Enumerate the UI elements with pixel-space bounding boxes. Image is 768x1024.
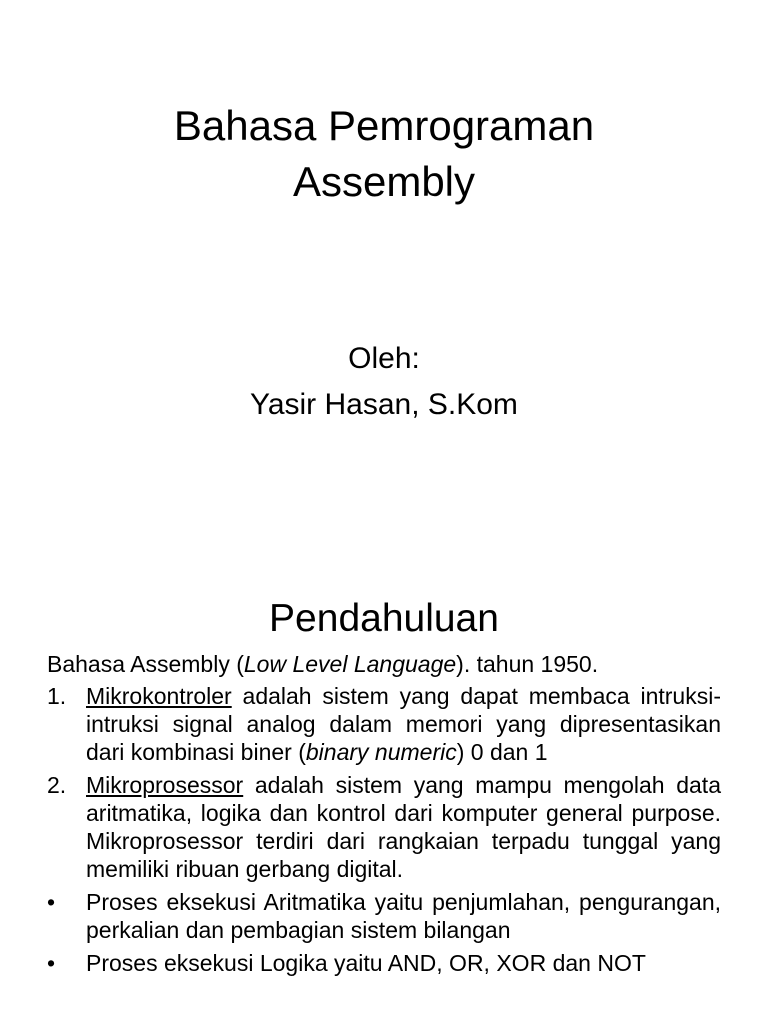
list-number: 1.: [47, 683, 67, 709]
title-line-1: Bahasa Pemrograman: [173, 102, 595, 149]
byline-label: Oleh:: [348, 342, 420, 375]
term-mikrokontroler: Mikrokontroler: [86, 683, 232, 709]
bullet-text: Proses eksekusi Logika yaitu AND, OR, XOR dan NOT: [86, 950, 646, 976]
section-title: Pendahuluan: [269, 597, 499, 640]
presentation-title: [0, 98, 768, 210]
item-text: adalah sistem yang dapat membaca intruksi-intruksi signal analog dalam memori yang dipresentasikan dari kombinasi biner (: [86, 683, 721, 765]
bullet-icon: •: [47, 950, 56, 976]
title-slide: [0, 0, 768, 490]
intro-slide: [0, 490, 768, 1024]
item-italic-term: binary numeric: [305, 739, 457, 765]
title-line-2: Assembly: [292, 158, 476, 205]
numbered-item-mikroprosessor: [47, 771, 721, 883]
bullet-icon: •: [47, 889, 56, 915]
intro-italic-term: Low Level Language: [243, 651, 457, 677]
intro-suffix: ). tahun 1950.: [456, 651, 599, 677]
bullet-text: Proses eksekusi Aritmatika yaitu penjumlahan, pengurangan, perkalian dan pembagian sistem bilangan: [86, 889, 721, 943]
author-block: [0, 336, 768, 428]
bullet-item-aritmatika: [47, 888, 721, 944]
intro-prefix: Bahasa Assembly (: [47, 651, 244, 677]
term-mikroprosessor: Mikroprosessor: [86, 772, 244, 798]
slide-content: [47, 650, 721, 982]
item-text-end: ) 0 dan 1: [456, 739, 548, 765]
item-text: adalah sistem yang mampu mengolah data aritmatika, logika dan kontrol dari komputer general purpose. Mikroprosessor terdiri dari rangkaian terpadu tunggal yang memiliki ribuan gerbang digital.: [86, 772, 721, 882]
numbered-item-mikrokontroler: [47, 682, 721, 766]
intro-paragraph: [47, 650, 721, 678]
list-number: 2.: [47, 772, 67, 798]
author-name: Yasir Hasan, S.Kom: [250, 388, 518, 421]
bullet-item-logika: [47, 949, 721, 977]
